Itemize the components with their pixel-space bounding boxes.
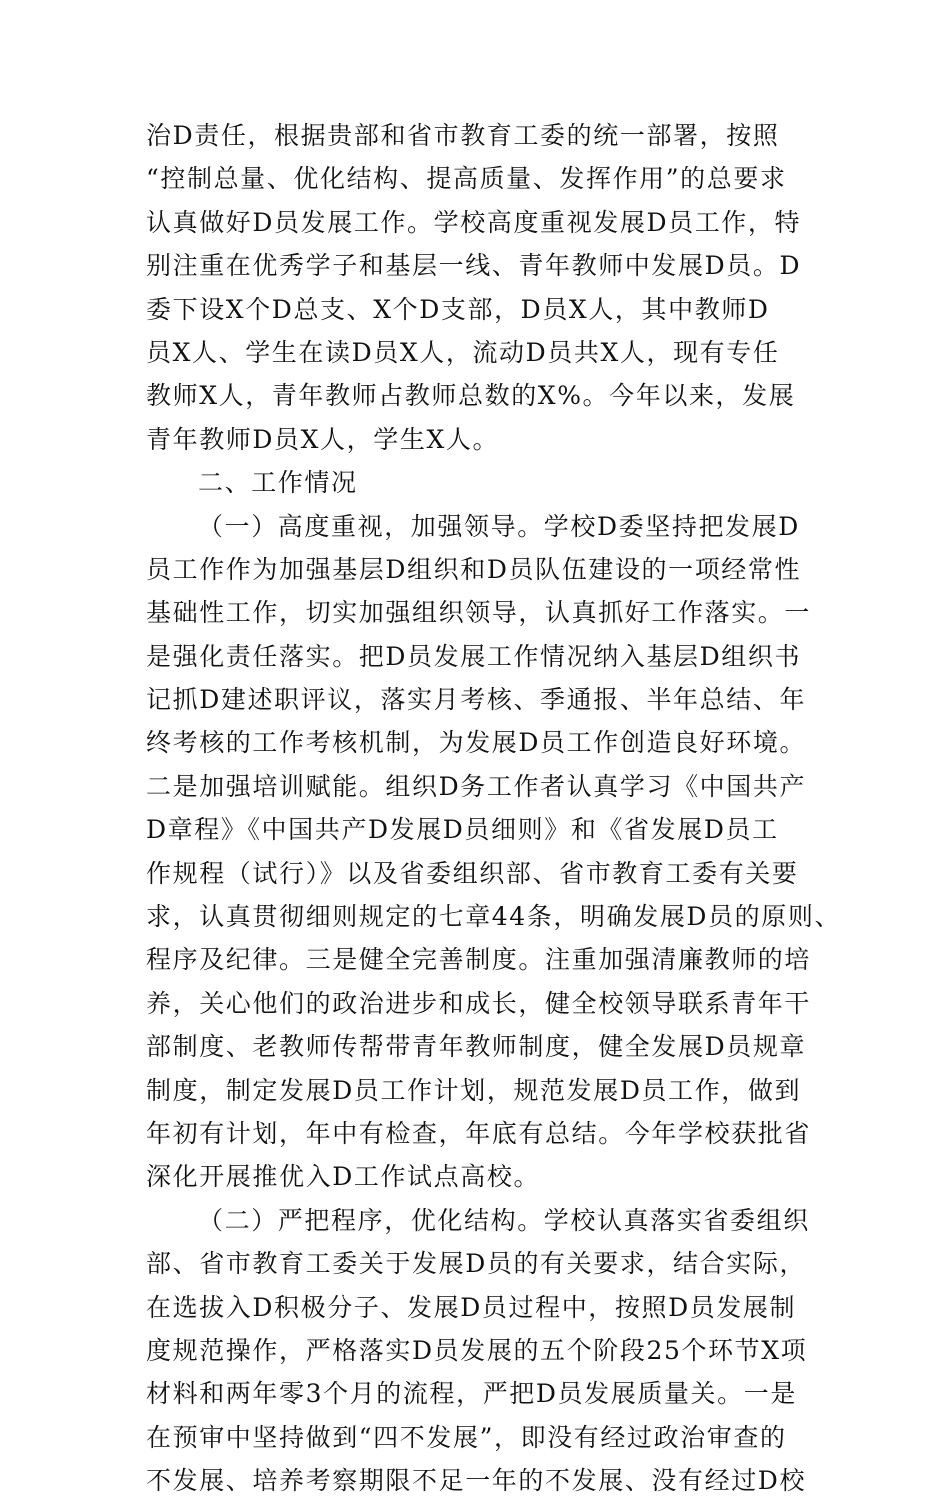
text-line: 委下设X个D总支、X个D支部，D员X人，其中教师D — [146, 294, 770, 324]
text-line: 材料和两年零3个月的流程，严把D员发展质量关。一是 — [146, 1379, 797, 1409]
text-line: 深化开展推优入D工作试点高校。 — [146, 1162, 541, 1192]
text-line: 程序及纪律。三是健全完善制度。注重加强清廉教师的培 — [146, 945, 812, 975]
text-line: 二是加强培训赋能。组织D务工作者认真学习《中国共产 — [146, 771, 807, 801]
text-line: 员工作作为加强基层D组织和D员队伍建设的一项经常性 — [146, 554, 802, 584]
text-line: 别注重在优秀学子和基层一线、青年教师中发展D员。D — [146, 251, 802, 281]
text-line: 制度，制定发展D员工作计划，规范发展D员工作，做到 — [146, 1075, 802, 1105]
text-line: 基础性工作，切实加强组织领导，认真抓好工作落实。一 — [146, 598, 812, 628]
text-line: 记抓D建述职评议，落实月考核、季通报、半年总结、年 — [146, 685, 807, 715]
text-line: 在选拔入D积极分子、发展D员过程中，按照D员发展制 — [146, 1292, 797, 1322]
section-heading: 二、工作情况 — [198, 468, 358, 498]
text-line: 终考核的工作考核机制，为发展D员工作创造良好环境。 — [146, 728, 807, 758]
text-line: （二）严把程序，优化结构。学校认真落实省委组织 — [198, 1205, 810, 1235]
text-line: 在预审中坚持做到“四不发展”，即没有经过政治审查的 — [146, 1422, 787, 1452]
text-line: （一）高度重视，加强领导。学校D委坚持把发展D — [198, 511, 800, 541]
text-line: 员X人、学生在读D员X人，流动D员共X人，现有专任 — [146, 337, 780, 367]
text-line: 部、省市教育工委关于发展D员的有关要求，结合实际， — [146, 1249, 807, 1279]
text-line: 教师X人，青年教师占教师总数的X%。今年以来，发展 — [146, 381, 796, 411]
text-line: 治D责任，根据贵部和省市教育工委的统一部署，按照 — [146, 121, 780, 150]
text-line: D章程》《中国共产D发展D员细则》和《省发展D员工 — [146, 815, 779, 845]
text-line: “控制总量、优化结构、提高质量、发挥作用”的总要求 — [146, 164, 787, 194]
text-line: 度规范操作，严格落实D员发展的五个阶段25个环节X项 — [146, 1335, 808, 1365]
text-line: 部制度、老教师传帮带青年教师制度，健全发展D员规章 — [146, 1032, 807, 1062]
text-line: 青年教师D员X人，学生X人。 — [146, 424, 500, 454]
document-body — [146, 114, 842, 1503]
text-line: 年初有计划，年中有检查，年底有总结。今年学校获批省 — [146, 1118, 812, 1148]
text-line: 不发展、培养考察期限不足一年的不发展、没有经过D校 — [146, 1466, 807, 1496]
text-line: 求，认真贯彻细则规定的七章44条，明确发展D员的原则、 — [146, 902, 842, 932]
text-line: 作规程（试行）》以及省委组织部、省市教育工委有关要 — [146, 858, 799, 888]
text-line: 认真做好D员发展工作。学校高度重视发展D员工作，特 — [146, 207, 802, 237]
text-line: 养，关心他们的政治进步和成长，健全校领导联系青年干 — [146, 988, 812, 1018]
text-line: 是强化责任落实。把D员发展工作情况纳入基层D组织书 — [146, 641, 802, 671]
